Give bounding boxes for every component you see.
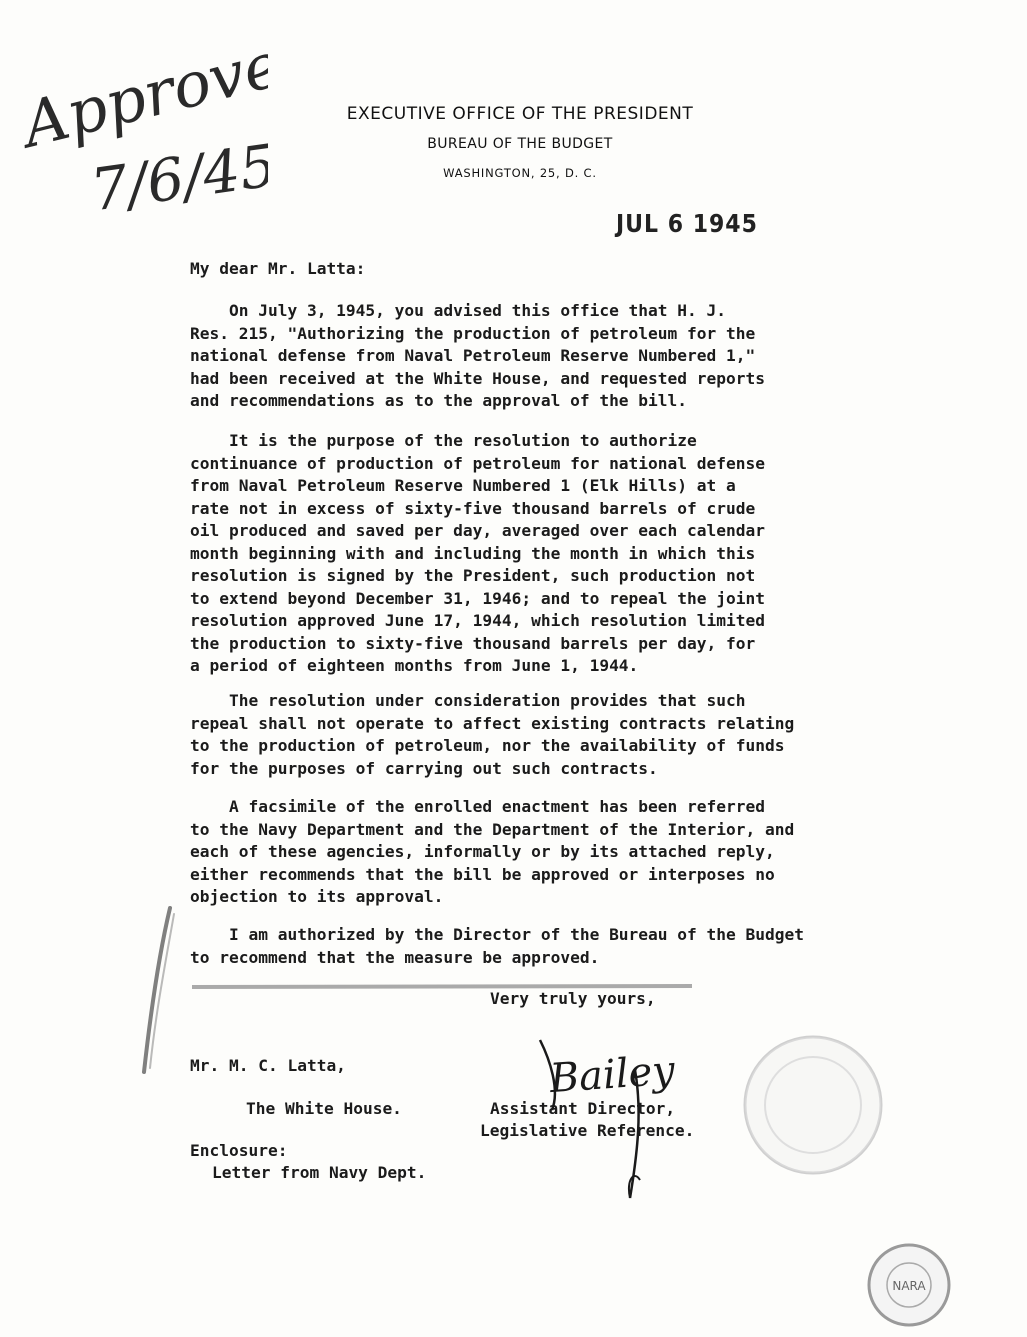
enclosure-label: Enclosure: bbox=[190, 1141, 288, 1160]
paragraph-line: a period of eighteen months from June 1, 1944. bbox=[190, 656, 639, 675]
library-embossed-seal-drawing bbox=[738, 1030, 888, 1180]
signer-title-line1: Assistant Director, bbox=[490, 1099, 676, 1118]
paragraph-3 bbox=[190, 690, 890, 780]
margin-pencil-mark-drawing bbox=[130, 900, 180, 1080]
nara-library-stamp-icon bbox=[864, 1240, 954, 1330]
paragraph-line: I am authorized by the Director of the Bureau of the Budget bbox=[190, 925, 804, 944]
paragraph-line: resolution approved June 17, 1944, which resolution limited bbox=[190, 611, 765, 630]
paragraph-line: and recommendations as to the approval of the bill. bbox=[190, 391, 688, 410]
pencil-underline bbox=[192, 975, 692, 981]
letterhead-office: EXECUTIVE OFFICE OF THE PRESIDENT bbox=[346, 104, 694, 124]
closing: Very truly yours, bbox=[490, 989, 656, 1008]
paragraph-line: to extend beyond December 31, 1946; and to repeal the joint bbox=[190, 588, 765, 608]
paragraph-line: On July 3, 1945, you advised this office that H. J. bbox=[190, 301, 727, 320]
signature-text: Bailey bbox=[548, 1047, 677, 1103]
paragraph-line: for the purposes of carrying out such contracts. bbox=[190, 758, 658, 778]
paragraph-line: either recommends that the bill be approved or interposes no bbox=[190, 864, 775, 884]
paragraph-line: resolution is signed by the President, such production not bbox=[190, 566, 756, 585]
paragraph-line: to recommend that the measure be approved. bbox=[190, 947, 600, 967]
paragraph-line: from Naval Petroleum Reserve Numbered 1 (Elk Hills) at a bbox=[190, 476, 736, 495]
paragraph-line: objection to its approval. bbox=[190, 887, 444, 906]
paragraph-1 bbox=[190, 300, 890, 413]
paragraph-line: had been received at the White House, and requested reports bbox=[190, 368, 765, 388]
date-stamp: JUL 6 1945 bbox=[616, 210, 758, 239]
paragraph-line: each of these agencies, informally or by its attached reply, bbox=[190, 842, 775, 861]
paragraph-line: Res. 215, "Authorizing the production of petroleum for the bbox=[190, 323, 756, 343]
paragraph-line: month beginning with and including the month in which this bbox=[190, 543, 756, 563]
paragraph-line: continuance of production of petroleum for national defense bbox=[190, 453, 765, 473]
paragraph-line: A facsimile of the enrolled enactment has been referred bbox=[190, 797, 765, 816]
recipient-name: Mr. M. C. Latta, bbox=[190, 1056, 346, 1075]
nara-stamp-text: NARA bbox=[892, 1279, 926, 1293]
paragraph-line: repeal shall not operate to affect existing contracts relating bbox=[190, 713, 795, 733]
paragraph-line: rate not in excess of sixty-five thousand barrels of crude bbox=[190, 498, 756, 518]
signer-title-line2: Legislative Reference. bbox=[480, 1121, 695, 1140]
paragraph-5 bbox=[190, 924, 890, 969]
handwritten-approval bbox=[18, 40, 268, 220]
nara-library-stamp-drawing bbox=[864, 1240, 954, 1330]
handwritten-approval-date: 7/6/45 bbox=[86, 131, 268, 220]
handwritten-approval-word: Approved bbox=[18, 40, 268, 162]
paragraph-line: the production to sixty-five thousand barrels per day, for bbox=[190, 633, 756, 653]
paragraph-line: to the production of petroleum, nor the availability of funds bbox=[190, 736, 785, 755]
enclosure-item: Letter from Navy Dept. bbox=[212, 1163, 427, 1182]
paragraph-line: national defense from Naval Petroleum Reserve Numbered 1," bbox=[190, 346, 756, 365]
paragraph-line: oil produced and saved per day, averaged over each calendar bbox=[190, 521, 765, 540]
paragraph-2 bbox=[190, 430, 890, 678]
recipient-place: The White House. bbox=[246, 1099, 402, 1118]
salutation: My dear Mr. Latta: bbox=[190, 259, 366, 278]
handwritten-approval-drawing bbox=[18, 40, 268, 220]
paragraph-line: The resolution under consideration provides that such bbox=[190, 691, 746, 710]
paragraph-4 bbox=[190, 796, 890, 909]
letterhead-city: WASHINGTON, 25, D. C. bbox=[443, 166, 597, 180]
library-embossed-seal-icon bbox=[738, 1030, 888, 1180]
paragraph-line: It is the purpose of the resolution to authorize bbox=[190, 431, 697, 450]
margin-pencil-mark bbox=[130, 900, 180, 1080]
letterhead-bureau: BUREAU OF THE BUDGET bbox=[427, 136, 613, 152]
paragraph-line: to the Navy Department and the Department of the Interior, and bbox=[190, 819, 795, 839]
